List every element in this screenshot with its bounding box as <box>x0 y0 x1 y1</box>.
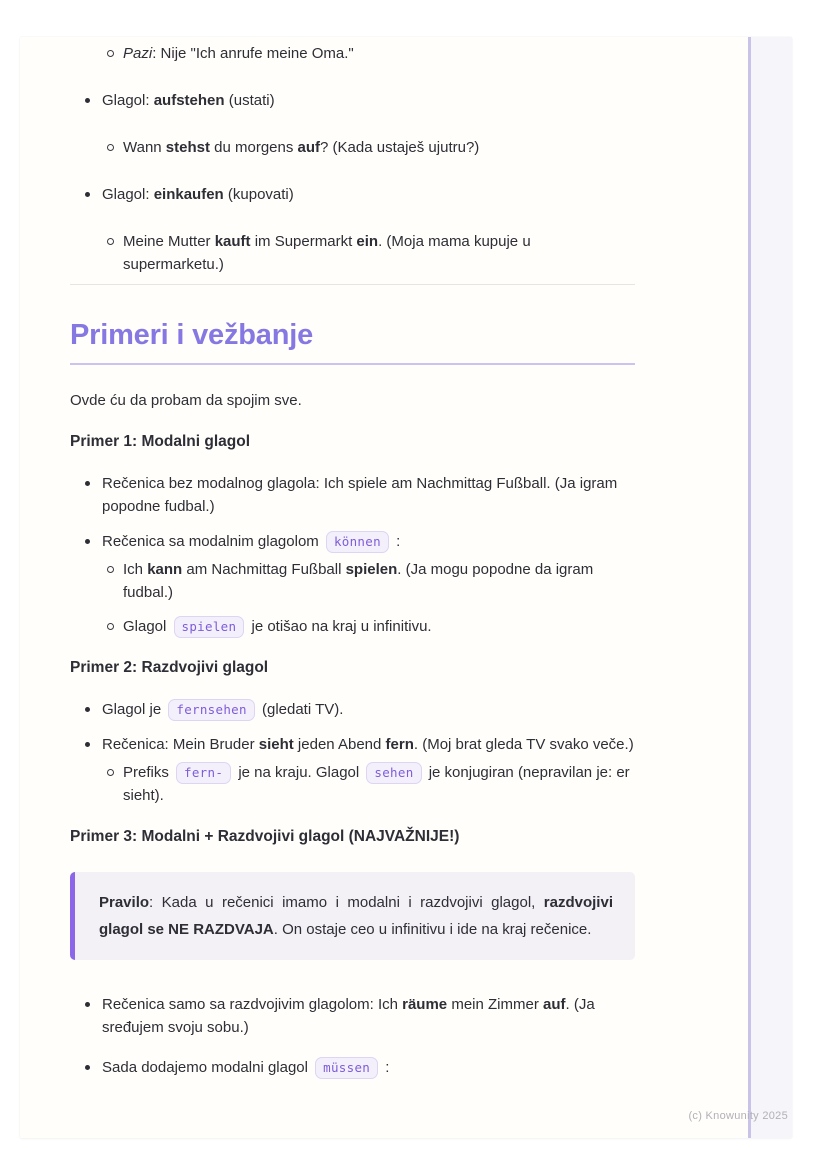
text-segment: (gledati TV). <box>257 701 344 718</box>
text-segment: Primer 1: Modalni glagol <box>70 433 250 450</box>
text-segment: Ovde ću da probam da spojim sve. <box>70 392 302 409</box>
list-item-text <box>123 764 630 804</box>
text-segment: mein Zimmer <box>447 996 543 1013</box>
bullet-circle-marker <box>107 566 114 573</box>
list-item <box>70 530 635 553</box>
list-item <box>70 761 635 807</box>
list-item <box>70 89 635 112</box>
callout-text <box>99 889 613 943</box>
text-segment: Glagol je <box>102 701 166 718</box>
text-segment: einkaufen <box>153 186 224 203</box>
text-segment: . (Ja sređujem svoju sobu.) <box>102 996 595 1036</box>
subheading <box>70 656 635 679</box>
text-segment: (kupovati) <box>223 186 294 203</box>
text-segment: Rečenica samo sa razdvojivim glagolom: Ich <box>102 996 403 1013</box>
list-item-text <box>123 561 593 601</box>
list-item-text <box>102 736 634 753</box>
text-segment: Wann <box>123 139 166 156</box>
text-segment: je konjugiran (nepravilan je: er sieht). <box>123 764 630 804</box>
list-item-text <box>123 139 479 156</box>
text-segment: Glagol: <box>102 92 154 109</box>
text-segment: Sada dodajemo modalni glagol <box>102 1059 313 1076</box>
text-segment: spielen <box>345 561 398 578</box>
text-segment: Meine Mutter <box>123 233 215 250</box>
bullet-disc-marker <box>85 742 90 747</box>
list-item-text <box>102 701 343 718</box>
text-segment: Pazi <box>123 45 153 62</box>
list-item <box>70 698 635 721</box>
text-segment: stehst <box>165 139 210 156</box>
text-segment: Primer 2: Razdvojivi glagol <box>70 659 269 676</box>
list-item-text <box>123 45 354 62</box>
bullet-disc-marker <box>85 707 90 712</box>
divider <box>70 284 635 285</box>
text-segment: : Nije "Ich anrufe meine Oma." <box>152 45 354 62</box>
text-segment: ein <box>356 233 379 250</box>
text-segment: fern <box>385 736 414 753</box>
list-item <box>70 993 635 1039</box>
text-segment: jeden Abend <box>293 736 386 753</box>
text-segment: im Supermarkt <box>250 233 357 250</box>
bullet-disc-marker <box>85 481 90 486</box>
bullet-circle-marker <box>107 144 114 151</box>
list-item <box>70 136 635 159</box>
text-segment: räume <box>402 996 448 1013</box>
list-item <box>70 1056 635 1079</box>
bullet-disc-marker <box>85 98 90 103</box>
text-segment: Rečenica sa modalnim glagolom <box>102 533 323 550</box>
bullet-circle-marker <box>107 238 114 245</box>
text-segment: kauft <box>214 233 251 250</box>
code-chip: spielen <box>174 616 245 638</box>
text-segment: : <box>391 533 401 550</box>
code-chip: fern- <box>176 762 231 784</box>
text-segment: . (Moja mama kupuje u supermarketu.) <box>123 233 531 273</box>
text-segment: kann <box>147 561 183 578</box>
text-segment: auf <box>543 996 566 1013</box>
code-chip: sehen <box>366 762 421 784</box>
text-segment: Glagol: <box>102 186 154 203</box>
bullet-list <box>70 42 635 276</box>
copyright-watermark: (c) Knowunity 2025 <box>688 1110 788 1122</box>
text-segment: Primer 3: Modalni + Razdvojivi glagol (NAJVAŽNIJE!) <box>70 828 460 845</box>
document-body <box>70 37 635 1079</box>
text-segment: Primeri i vežbanje <box>70 319 314 351</box>
list-item <box>70 733 635 756</box>
text-segment: Pravilo <box>99 894 150 911</box>
list-item-text <box>123 233 531 273</box>
bullet-circle-marker <box>107 623 114 630</box>
code-chip: müssen <box>315 1057 378 1079</box>
text-segment: (ustati) <box>224 92 275 109</box>
list-item <box>70 230 635 276</box>
list-item <box>70 472 635 518</box>
bullet-disc-marker <box>85 1002 90 1007</box>
paragraph <box>70 389 635 412</box>
list-item <box>70 558 635 604</box>
page-margin-strip <box>748 37 792 1138</box>
list-item <box>70 615 635 638</box>
text-segment: du morgens <box>209 139 298 156</box>
bullet-circle-marker <box>107 50 114 57</box>
text-segment: Rečenica bez modalnog glagola: Ich spiele am Nachmittag Fußball. (Ja igram popodne fudbal.) <box>102 475 618 515</box>
text-segment: . (Moj brat gleda TV svako veče.) <box>413 736 634 753</box>
rule-callout <box>70 872 635 960</box>
list-item-text <box>123 618 432 635</box>
subheading <box>70 430 635 453</box>
text-segment: je na kraju. Glagol <box>234 764 364 781</box>
bullet-disc-marker <box>85 539 90 544</box>
bullet-list <box>70 993 635 1079</box>
list-item <box>70 42 635 65</box>
code-chip: fernsehen <box>168 699 254 721</box>
text-segment: Glagol <box>123 618 171 635</box>
list-item-text <box>102 475 617 515</box>
code-chip: können <box>326 531 389 553</box>
text-segment: razdvojivi glagol se NE RAZDVAJA <box>99 894 613 938</box>
subheading <box>70 825 635 848</box>
list-item-text <box>102 186 294 203</box>
text-segment: ? (Kada ustaješ ujutru?) <box>320 139 480 156</box>
text-segment: Ich <box>123 561 148 578</box>
text-segment: Rečenica: Mein Bruder <box>102 736 259 753</box>
bullet-circle-marker <box>107 769 114 776</box>
document-page <box>20 37 792 1138</box>
text-segment: je otišao na kraj u infinitivu. <box>247 618 432 635</box>
text-segment: : Kada u rečenici imamo i modalni i razdvojivi glagol, <box>149 894 544 911</box>
list-item-text <box>102 533 400 550</box>
section-heading <box>70 319 635 365</box>
text-segment: . (Ja mogu popodne da igram fudbal.) <box>123 561 594 601</box>
list-item-text <box>102 92 275 109</box>
text-segment: auf <box>297 139 321 156</box>
text-segment: am Nachmittag Fußball <box>182 561 346 578</box>
text-segment: . On ostaje ceo u infinitivu i ide na kraj rečenice. <box>273 921 592 938</box>
text-segment: Prefiks <box>123 764 174 781</box>
text-segment: sieht <box>258 736 294 753</box>
text-segment: aufstehen <box>153 92 225 109</box>
bullet-disc-marker <box>85 192 90 197</box>
list-item <box>70 183 635 206</box>
bullet-disc-marker <box>85 1065 90 1070</box>
list-item-text <box>102 1059 389 1076</box>
bullet-list <box>70 698 635 807</box>
list-item-text <box>102 996 595 1036</box>
text-segment: : <box>381 1059 390 1076</box>
bullet-list <box>70 472 635 638</box>
